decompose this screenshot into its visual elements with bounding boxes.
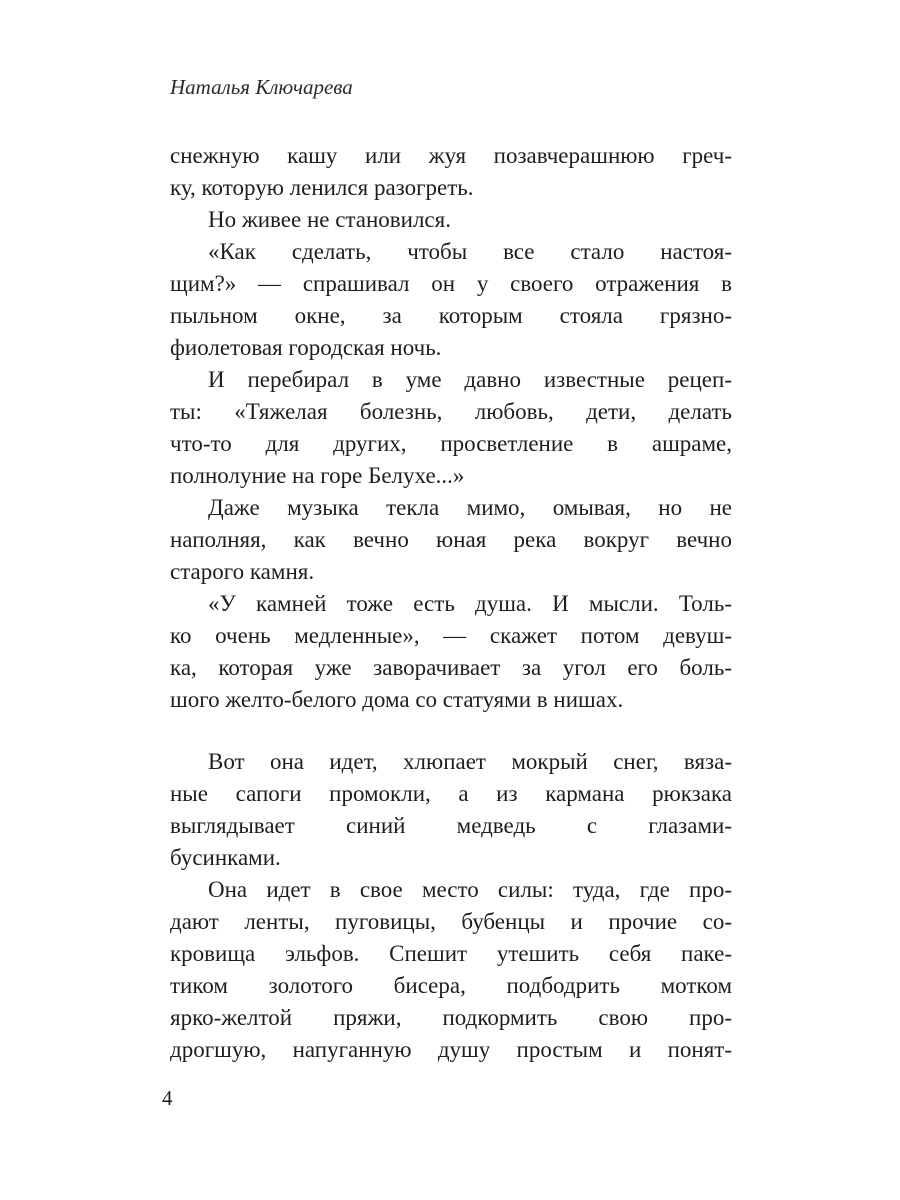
text-line: ка, которая уже заворачивает за угол его боль- (170, 655, 732, 680)
text-line: снежную кашу или жуя позавчерашнюю греч- (170, 143, 732, 168)
text-line: ные сапоги промокли, а из кармана рюкзака (170, 781, 732, 806)
text-line: ко очень медленные», — скажет потом девуш- (170, 623, 732, 648)
text-line: что-то для других, просветление в ашраме, (170, 431, 732, 456)
text-line: дрогшую, напуганную душу простым и понят- (170, 1037, 732, 1062)
text-line: ярко-желтой пряжи, подкормить свою про- (170, 1005, 732, 1030)
paragraph (170, 874, 732, 1066)
text-line: дают ленты, пуговицы, бубенцы и прочие со- (170, 909, 732, 934)
text-block (170, 140, 732, 1066)
page-number: 4 (162, 1086, 173, 1110)
text-line: И перебирал в уме давно известные рецеп- (208, 367, 732, 392)
text-line: старого камня. (170, 559, 315, 584)
paragraph (170, 204, 732, 236)
text-line: выглядывает синий медведь с глазами- (170, 813, 732, 838)
page-header-author: Наталья Ключарева (170, 75, 353, 99)
text-line: кровища эльфов. Спешит утешить себя паке- (170, 941, 732, 966)
text-line: ты: «Тяжелая болезнь, любовь, дети, делать (170, 399, 732, 424)
paragraph (170, 588, 732, 716)
text-line: щим?» — спрашивал он у своего отражения в (170, 271, 732, 296)
text-line: ку, которую ленился разогреть. (170, 175, 474, 200)
text-line: пыльном окне, за которым стояла грязно- (170, 303, 732, 328)
text-line: Вот она идет, хлюпает мокрый снег, вяза- (208, 749, 732, 774)
paragraph (170, 236, 732, 364)
paragraph (170, 140, 732, 204)
text-line: тиком золотого бисера, подбодрить мотком (170, 973, 732, 998)
paragraph (170, 364, 732, 492)
text-line: фиолетовая городская ночь. (170, 335, 442, 360)
text-line: «Как сделать, чтобы все стало настоя- (208, 239, 732, 264)
text-line: полнолуние на горе Белухе...» (170, 463, 465, 488)
text-line: «У камней тоже есть душа. И мысли. Толь- (208, 591, 732, 616)
text-line: наполняя, как вечно юная река вокруг вечно (170, 527, 732, 552)
paragraph (170, 746, 732, 874)
text-line: шого желто-белого дома со статуями в нишах. (170, 687, 624, 712)
text-line: Она идет в свое место силы: туда, где про- (208, 877, 732, 902)
paragraph (170, 492, 732, 588)
text-line: Даже музыка текла мимо, омывая, но не (208, 495, 732, 520)
text-line: бусинками. (170, 845, 281, 870)
text-line: Но живее не становился. (208, 207, 451, 232)
